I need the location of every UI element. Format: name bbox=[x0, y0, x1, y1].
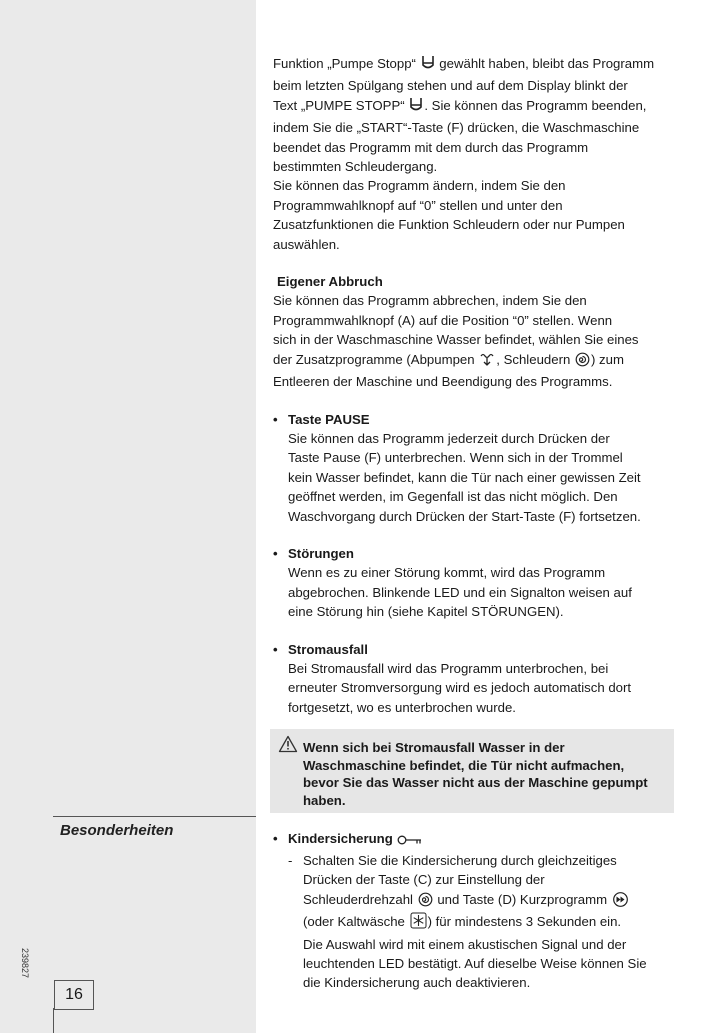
pause-heading: Taste PAUSE bbox=[288, 411, 370, 427]
main-content bbox=[273, 54, 678, 993]
text-line: sich in der Waschmaschine Wasser befindet, wählen Sie eines bbox=[273, 332, 639, 348]
power-failure-item bbox=[273, 640, 678, 718]
text-line: fortgesetzt, wo es unterbrochen wurde. bbox=[288, 699, 516, 715]
pump-stop-display-icon bbox=[421, 55, 435, 76]
bullet-mark: • bbox=[273, 411, 278, 427]
text-line: Schleuderdrehzahl bbox=[303, 891, 413, 907]
text-line: ) zum bbox=[590, 351, 624, 367]
text-line: , Schleudern bbox=[496, 351, 571, 367]
text-line: und Taste (D) Kurzprogramm bbox=[433, 891, 608, 907]
warning-box bbox=[270, 729, 674, 812]
text-line: Waschvorgang durch Drücken der Start-Taste (F) fortsetzen. bbox=[288, 508, 641, 524]
pause-item bbox=[273, 410, 678, 526]
bullet-mark: • bbox=[273, 545, 278, 561]
text-line: Schalten Sie die Kindersicherung durch gleichzeitiges bbox=[303, 852, 617, 868]
text-line: ) für mindestens 3 Sekunden ein. bbox=[427, 914, 622, 930]
text-line: Taste Pause (F) unterbrechen. Wenn sich in der Trommel bbox=[288, 450, 623, 466]
text-line: geöffnet werden, im Gegenfall ist das nicht möglich. Den bbox=[288, 489, 618, 505]
faults-item bbox=[273, 544, 678, 622]
text-line: beim letzten Spülgang stehen und auf dem Display blinkt der bbox=[273, 78, 628, 94]
text-line: Text „PUMPE STOPP“ bbox=[273, 97, 405, 113]
text-line: der Zusatzprogramme (Abpumpen bbox=[273, 351, 475, 367]
faults-heading: Störungen bbox=[288, 545, 354, 561]
text-line: kein Wasser befindet, kann die Tür nach einer gewissen Zeit bbox=[288, 469, 641, 485]
child-lock-heading: Kindersicherung bbox=[288, 830, 393, 846]
text-line: abgebrochen. Blinkende LED und ein Signalton weisen auf bbox=[288, 584, 632, 600]
short-program-icon bbox=[612, 892, 629, 912]
text-line: Drücken der Taste (C) zur Einstellung der bbox=[303, 872, 545, 888]
text-line: erneuter Stromversorgung wird es jedoch automatisch dort bbox=[288, 680, 632, 696]
key-icon bbox=[397, 832, 423, 851]
text-line: gewählt haben, bleibt das Programm bbox=[435, 56, 655, 71]
text-line: beendet das Programm mit dem durch das Programm bbox=[273, 139, 589, 155]
text-line: Zusatzfunktionen die Funktion Schleudern oder nur Pumpen bbox=[273, 217, 625, 233]
text-line: Die Auswahl wird mit einem akustischen Signal und der bbox=[303, 936, 627, 952]
page-number: 16 bbox=[54, 980, 94, 1010]
text-line: indem Sie die „START“-Taste (F) drücken, die Waschmaschine bbox=[273, 120, 640, 136]
abort-heading: Eigener Abbruch bbox=[277, 274, 383, 290]
text-line: Sie können das Programm ändern, indem Sie den bbox=[273, 178, 566, 194]
spin-icon bbox=[418, 892, 433, 912]
bullet-mark: • bbox=[273, 641, 278, 657]
text-line: . Sie können das Programm beenden, bbox=[424, 97, 647, 113]
text-line: Funktion „Pumpe Stopp“ bbox=[273, 56, 416, 71]
pump-stop-paragraph bbox=[273, 54, 678, 254]
text-line: Programmwahlknopf auf “0” stellen und unter den bbox=[273, 197, 563, 213]
page-number-line bbox=[53, 1008, 54, 1033]
section-heading: Besonderheiten bbox=[60, 822, 174, 839]
pump-stop-display-icon bbox=[409, 97, 423, 118]
warning-triangle-icon bbox=[278, 735, 298, 758]
bullet-mark: • bbox=[273, 830, 278, 846]
child-lock-item bbox=[273, 829, 678, 851]
text-line: Programmwahlknopf (A) auf die Position “0” stellen. Wenn bbox=[273, 312, 613, 328]
abort-section bbox=[273, 272, 678, 391]
text-line: die Kindersicherung auch deaktivieren. bbox=[303, 975, 531, 991]
power-failure-heading: Stromausfall bbox=[288, 641, 368, 657]
text-line: Wenn es zu einer Störung kommt, wird das Programm bbox=[288, 565, 606, 581]
child-lock-step bbox=[273, 851, 678, 993]
section-divider bbox=[53, 816, 256, 817]
text-line: Wenn sich bei Stromausfall Wasser in der bbox=[303, 740, 565, 756]
text-line: (oder Kaltwäsche bbox=[303, 914, 405, 930]
text-line: leuchtenden LED bestätigt. Auf dieselbe Weise können Sie bbox=[303, 956, 647, 971]
text-line: haben. bbox=[303, 792, 346, 808]
text-line: Sie können das Programm abbrechen, indem Sie den bbox=[273, 293, 587, 309]
text-line: Bei Stromausfall wird das Programm unterbrochen, bei bbox=[288, 660, 609, 676]
dash-mark: - bbox=[288, 852, 293, 868]
text-line: Entleeren der Maschine und Beendigung des Programms. bbox=[273, 374, 613, 390]
text-line: eine Störung hin (siehe Kapitel STÖRUNGEN). bbox=[288, 604, 564, 620]
drain-icon bbox=[479, 351, 495, 372]
text-line: Waschmaschine befindet, die Tür nicht aufmachen, bbox=[303, 757, 625, 773]
document-code: 239827 bbox=[20, 948, 30, 979]
spin-icon bbox=[575, 352, 590, 372]
text-line: auswählen. bbox=[273, 236, 340, 252]
text-line: bevor Sie das Wasser nicht aus der Maschine gepumpt bbox=[303, 775, 648, 791]
text-line: bestimmten Schleudergang. bbox=[273, 159, 438, 175]
text-line: Sie können das Programm jederzeit durch Drücken der bbox=[288, 430, 610, 446]
sidebar bbox=[0, 0, 256, 1033]
cold-wash-icon bbox=[410, 912, 427, 934]
